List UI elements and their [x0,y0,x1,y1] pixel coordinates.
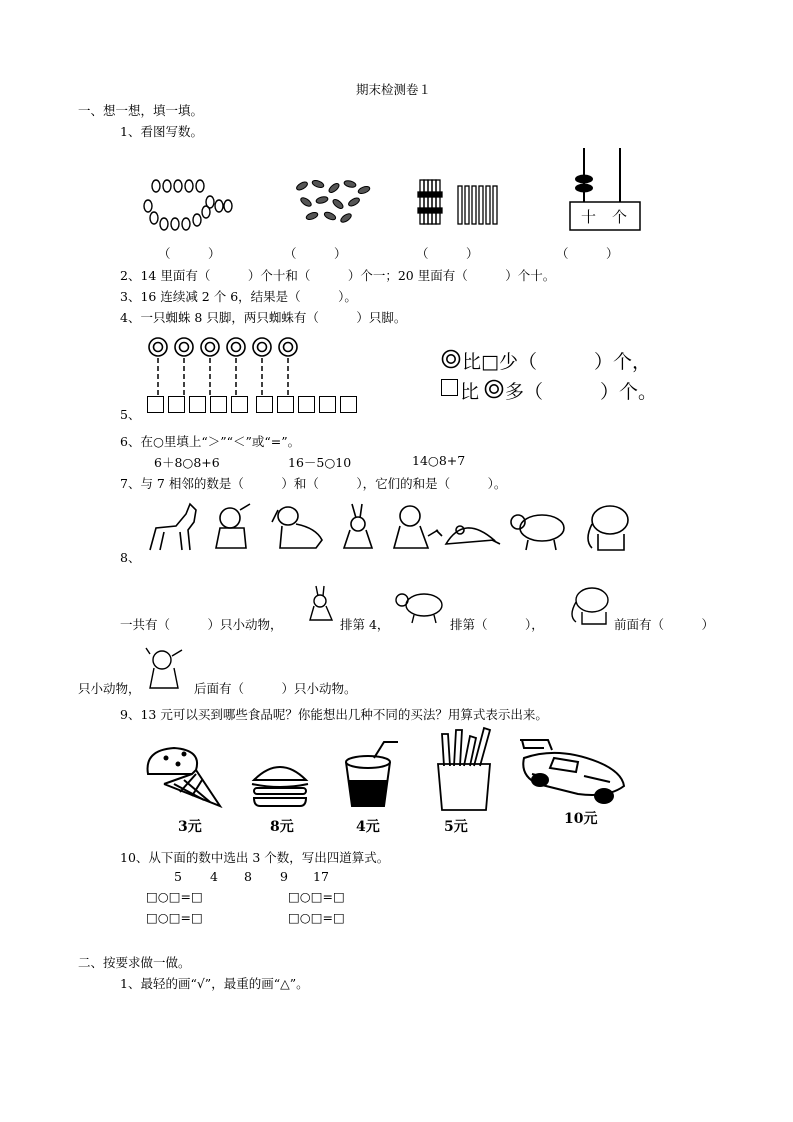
stick-bundle-picture [418,178,498,228]
fries-picture [434,726,494,812]
compare-item[interactable]: 14○8+7 [412,453,466,468]
spider-circles-picture [148,336,308,400]
section-1-heading: 一、想一想，填一填。 [78,103,204,118]
rabbit-icon [302,584,340,624]
q4-text: 4、一只蜘蛛 8 只脚，两只蜘蛛有（ ）只脚。 [120,310,407,325]
circle-icon [484,379,504,399]
price-label: 10元 [564,811,598,827]
hamburger-picture [250,760,310,808]
q5-line2: 比 [460,381,480,403]
candy-pile-picture [292,176,372,224]
q9-label: 9、13 元可以买到哪些食品呢？你能想出几种不同的买法？用算式表示出来。 [120,707,548,722]
circle-icon [441,349,461,369]
q3-text: 3、16 连续减 2 个 6，结果是（ ）。 [120,289,357,304]
section-2-heading: 二、按要求做一做。 [78,955,191,970]
elephant-icon [562,584,614,626]
equation-template[interactable]: □○□=□ [146,910,203,925]
number-choice: 17 [313,869,329,884]
page-title: 期末检测卷１ [356,82,432,97]
q1-label: 1、看图写数。 [120,124,203,139]
q2-text: 2、14 里面有（ ）个十和（ ）个一；20 里面有（ ）个十。 [120,268,556,283]
compare-item[interactable]: 16－5○10 [288,455,352,470]
q8-line1d: 前面有（ ） [614,617,715,632]
dog-icon [144,646,190,692]
sheep-icon [392,587,448,625]
compare-item[interactable]: 6＋8○8+6 [154,455,220,470]
q6-label: 6、在○里填上“＞”“＜”或“=”。 [120,434,301,449]
ice-cream-picture [144,744,226,810]
bead-ring-picture [144,180,236,232]
q10-label: 10、从下面的数中选出 3 个数，写出四道算式。 [120,850,390,865]
drink-cup-picture [340,740,404,810]
answer-blank[interactable]: （ ） [158,246,221,261]
q8-line1c: 排第（ ）， [450,617,544,632]
price-label: 5元 [444,819,468,835]
q8-number: 8、 [120,550,141,565]
answer-blank[interactable]: （ ） [284,246,347,261]
price-label: 4元 [356,819,380,835]
equation-template[interactable]: □○□=□ [288,889,345,904]
price-label: 3元 [178,819,202,835]
q8-line1b: 排第 4， [340,617,390,632]
q5-line1: 比□少（ ）个， [462,351,651,373]
q8-line1a: 一共有（ ）只小动物， [120,617,283,632]
equation-template[interactable]: □○□=□ [146,889,203,904]
answer-blank[interactable]: （ ） [416,246,479,261]
square-icon [441,379,458,396]
abacus-picture [568,146,644,236]
number-choice: 4 [210,869,218,884]
q5-number: 5、 [120,407,141,422]
q8-line2b: 后面有（ ）只小动物。 [194,681,357,696]
race-car-picture [518,736,628,810]
abacus-tens-label: 十 [581,208,597,226]
q8-line2a: 只小动物， [78,681,141,696]
equation-template[interactable]: □○□=□ [288,910,345,925]
q5-squares-row [147,396,361,416]
animal-row-picture [146,500,632,556]
number-choice: 8 [244,869,252,884]
q7-text: 7、与 7 相邻的数是（ ）和（ ），它们的和是（ ）。 [120,476,507,491]
number-choice: 9 [280,869,288,884]
abacus-ones-label: 个 [612,208,628,226]
section-2-q1: 1、最轻的画“√”，最重的画“△”。 [120,976,309,991]
price-label: 8元 [270,819,294,835]
number-choice: 5 [174,869,182,884]
answer-blank[interactable]: （ ） [556,246,619,261]
q5-line2b: 多（ ）个。 [505,381,658,403]
